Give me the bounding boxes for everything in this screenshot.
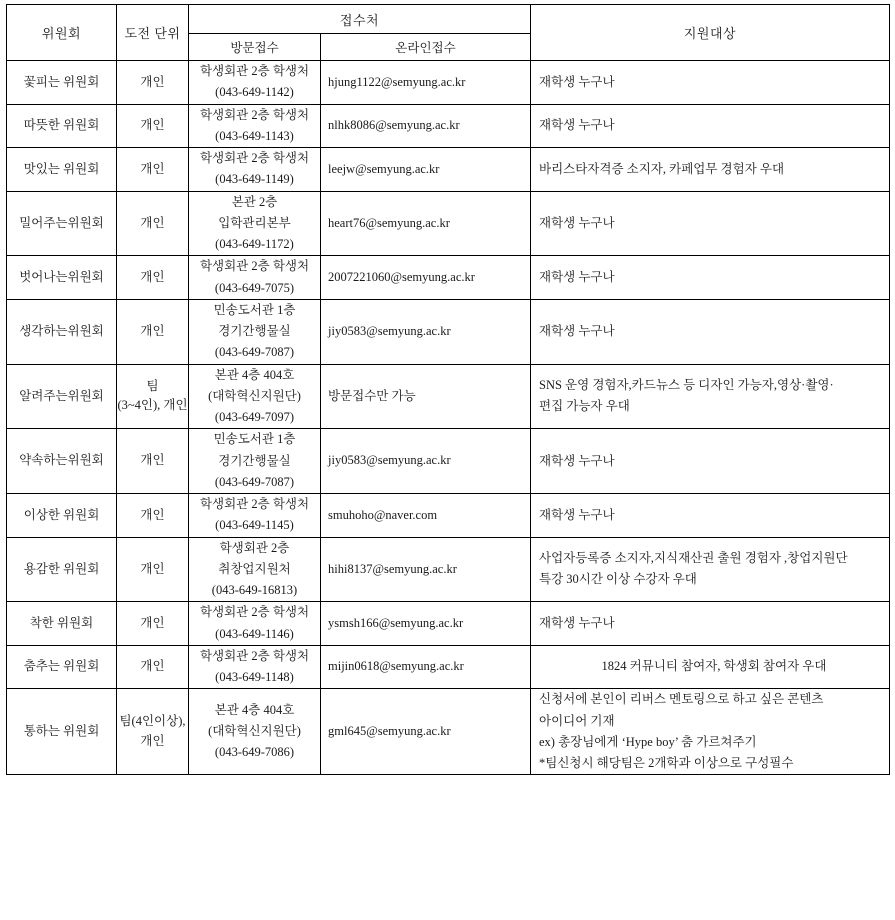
- visit-line: 학생회관 2층 학생처: [199, 497, 310, 511]
- visit-reception: [189, 299, 321, 364]
- visit-line: (대학혁신지원단): [208, 724, 301, 739]
- unit-line: 개인: [140, 453, 165, 468]
- support-target: [531, 61, 890, 105]
- unit-line: 개인: [140, 215, 165, 230]
- visit-line: 본관 4층 404호: [214, 702, 295, 717]
- visit-line: 입학관리본부: [218, 215, 291, 230]
- committee-name: 맛있는 위원회: [7, 148, 117, 192]
- visit-line: 취창업지원처: [218, 561, 291, 576]
- challenge-unit: [117, 645, 189, 689]
- visit-line: (043-649-7097): [214, 410, 295, 424]
- visit-line: 본관 4층 404호: [214, 367, 295, 382]
- visit-line: 학생회관 2층 학생처: [199, 151, 310, 165]
- visit-reception: [189, 645, 321, 689]
- unit-line: 팀: [146, 379, 159, 393]
- target-line: 1824 커뮤니티 참여자, 학생회 참여자 우대: [601, 659, 827, 674]
- online-reception-email[interactable]: gml645@semyung.ac.kr: [321, 689, 531, 775]
- visit-line: 경기간행물실: [218, 453, 291, 468]
- online-reception-email[interactable]: mijin0618@semyung.ac.kr: [321, 645, 531, 689]
- support-target: [531, 148, 890, 192]
- visit-line: 민송도서관 1층: [213, 432, 296, 447]
- online-reception-email[interactable]: leejw@semyung.ac.kr: [321, 148, 531, 192]
- challenge-unit: [117, 429, 189, 494]
- online-reception-email[interactable]: jiy0583@semyung.ac.kr: [321, 299, 531, 364]
- unit-line: 개인: [140, 733, 165, 748]
- header-online: 온라인접수: [321, 34, 531, 61]
- committee-name: 밀어주는위원회: [7, 191, 117, 256]
- online-reception-note: 방문접수만 가능: [321, 364, 531, 429]
- unit-line: (3~4인), 개인: [117, 398, 188, 413]
- committee-registration-table: [6, 4, 890, 775]
- target-line: 재학생 누구나: [539, 324, 615, 338]
- support-target: [531, 602, 890, 646]
- visit-reception: [189, 256, 321, 300]
- table-header-row: [7, 5, 890, 34]
- table-row: [7, 256, 890, 300]
- committee-name: 알려주는위원회: [7, 364, 117, 429]
- support-target: [531, 299, 890, 364]
- table-row: [7, 61, 890, 105]
- visit-line: (043-649-1145): [215, 518, 294, 533]
- table-row: [7, 645, 890, 689]
- online-reception-email[interactable]: hjung1122@semyung.ac.kr: [321, 61, 531, 105]
- visit-reception: [189, 148, 321, 192]
- target-line: ex) 총장님에게 ‘Hype boy’ 춤 가르쳐주기: [539, 734, 757, 749]
- visit-line: (043-649-1142): [215, 85, 294, 100]
- unit-line: 개인: [140, 659, 165, 674]
- support-target: [531, 191, 890, 256]
- challenge-unit: [117, 537, 189, 602]
- visit-line: 학생회관 2층 학생처: [199, 107, 310, 122]
- support-target: [531, 494, 890, 538]
- header-visit: 방문접수: [189, 34, 321, 61]
- visit-reception: [189, 191, 321, 256]
- visit-line: (043-649-7086): [214, 745, 295, 760]
- visit-line: 민송도서관 1층: [213, 302, 296, 317]
- committee-name: 약속하는위원회: [7, 429, 117, 494]
- visit-reception: [189, 104, 321, 148]
- unit-line: 개인: [140, 615, 165, 630]
- target-line: 재학생 누구나: [539, 215, 615, 230]
- support-target: [531, 429, 890, 494]
- target-line: 재학생 누구나: [539, 118, 615, 133]
- online-reception-email[interactable]: nlhk8086@semyung.ac.kr: [321, 104, 531, 148]
- challenge-unit: [117, 689, 189, 775]
- visit-reception: [189, 537, 321, 602]
- table-row: [7, 191, 890, 256]
- committee-name: 꽃피는 위원회: [7, 61, 117, 105]
- header-unit: 도전 단위: [117, 5, 189, 61]
- online-reception-email[interactable]: 2007221060@semyung.ac.kr: [321, 256, 531, 300]
- challenge-unit: [117, 299, 189, 364]
- target-line: 아이디어 기재: [539, 713, 615, 728]
- unit-line: 팀(4인이상),: [119, 714, 186, 729]
- committee-name: 생각하는위원회: [7, 299, 117, 364]
- target-line: 재학생 누구나: [539, 269, 615, 284]
- unit-line: 개인: [140, 161, 165, 176]
- table-row: [7, 429, 890, 494]
- support-target: [531, 689, 890, 775]
- support-target: [531, 645, 890, 689]
- committee-name: 용감한 위원회: [7, 537, 117, 602]
- table-row: [7, 104, 890, 148]
- unit-line: 개인: [140, 74, 165, 89]
- unit-line: 개인: [140, 118, 165, 133]
- visit-reception: [189, 61, 321, 105]
- visit-reception: [189, 689, 321, 775]
- target-line: SNS 운영 경험자,카드뉴스 등 디자인 가능자,영상·촬영·: [539, 378, 834, 393]
- header-reception: 접수처: [189, 5, 531, 34]
- support-target: [531, 364, 890, 429]
- visit-line: 학생회관 2층 학생처: [199, 259, 310, 274]
- online-reception-email[interactable]: jiy0583@semyung.ac.kr: [321, 429, 531, 494]
- visit-line: (대학혁신지원단): [208, 388, 301, 403]
- visit-line: (043-649-1172): [215, 237, 294, 251]
- committee-name: 이상한 위원회: [7, 494, 117, 538]
- online-reception-email[interactable]: heart76@semyung.ac.kr: [321, 191, 531, 256]
- header-committee: 위원회: [7, 5, 117, 61]
- challenge-unit: [117, 104, 189, 148]
- target-line: 재학생 누구나: [539, 453, 615, 468]
- header-target: 지원대상: [531, 5, 890, 61]
- committee-name: 벗어나는위원회: [7, 256, 117, 300]
- visit-line: (043-649-1143): [215, 128, 294, 143]
- target-line: 사업자등록증 소지자,지식재산권 출원 경험자 ,창업지원단: [539, 551, 848, 566]
- challenge-unit: [117, 494, 189, 538]
- online-reception-email[interactable]: smuhoho@naver.com: [321, 494, 531, 538]
- target-line: 바리스타자격증 소지자, 카페업무 경험자 우대: [539, 161, 785, 176]
- support-target: [531, 537, 890, 602]
- visit-line: (043-649-1149): [215, 172, 294, 187]
- visit-line: (043-649-1146): [215, 626, 294, 641]
- visit-line: (043-649-1148): [215, 670, 294, 684]
- committee-name: 따뜻한 위원회: [7, 104, 117, 148]
- visit-line: 학생회관 2층 학생처: [199, 605, 310, 620]
- visit-line: 학생회관 2층 학생처: [199, 648, 310, 663]
- table-row: [7, 299, 890, 364]
- visit-line: (043-649-16813): [211, 583, 298, 597]
- target-line: 재학생 누구나: [539, 507, 615, 522]
- table-row: [7, 494, 890, 538]
- challenge-unit: [117, 61, 189, 105]
- target-line: *팀신청시 해당팀은 2개학과 이상으로 구성필수: [539, 756, 794, 770]
- target-line: 재학생 누구나: [539, 615, 615, 630]
- unit-line: 개인: [140, 269, 165, 284]
- table-row: [7, 602, 890, 646]
- challenge-unit: [117, 256, 189, 300]
- visit-line: (043-649-7087): [214, 474, 295, 489]
- table-row: [7, 148, 890, 192]
- challenge-unit: [117, 148, 189, 192]
- visit-line: 학생회관 2층: [219, 540, 290, 555]
- visit-line: 본관 2층: [231, 194, 278, 209]
- unit-line: 개인: [140, 561, 165, 576]
- target-line: 재학생 누구나: [539, 74, 615, 89]
- support-target: [531, 256, 890, 300]
- committee-name: 통하는 위원회: [7, 689, 117, 775]
- visit-reception: [189, 494, 321, 538]
- target-line: 편집 가능자 우대: [539, 399, 630, 414]
- challenge-unit: [117, 191, 189, 256]
- visit-reception: [189, 429, 321, 494]
- table-row: [7, 537, 890, 602]
- online-reception-email[interactable]: ysmsh166@semyung.ac.kr: [321, 602, 531, 646]
- visit-line: 학생회관 2층 학생처: [199, 64, 310, 78]
- visit-line: (043-649-7075): [214, 280, 295, 295]
- online-reception-email[interactable]: hihi8137@semyung.ac.kr: [321, 537, 531, 602]
- committee-name: 착한 위원회: [7, 602, 117, 646]
- visit-line: (043-649-7087): [214, 345, 295, 360]
- visit-line: 경기간행물실: [218, 324, 291, 338]
- unit-line: 개인: [140, 507, 165, 522]
- table-body: [7, 61, 890, 775]
- visit-reception: [189, 364, 321, 429]
- visit-reception: [189, 602, 321, 646]
- committee-name: 춤추는 위원회: [7, 645, 117, 689]
- table-row: [7, 364, 890, 429]
- support-target: [531, 104, 890, 148]
- table-row: [7, 689, 890, 775]
- table-head: [7, 5, 890, 61]
- challenge-unit: [117, 602, 189, 646]
- target-line: 특강 30시간 이상 수강자 우대: [539, 572, 697, 587]
- target-line: 신청서에 본인이 리버스 멘토링으로 하고 싶은 콘텐츠: [539, 692, 824, 707]
- challenge-unit: [117, 364, 189, 429]
- unit-line: 개인: [140, 323, 165, 338]
